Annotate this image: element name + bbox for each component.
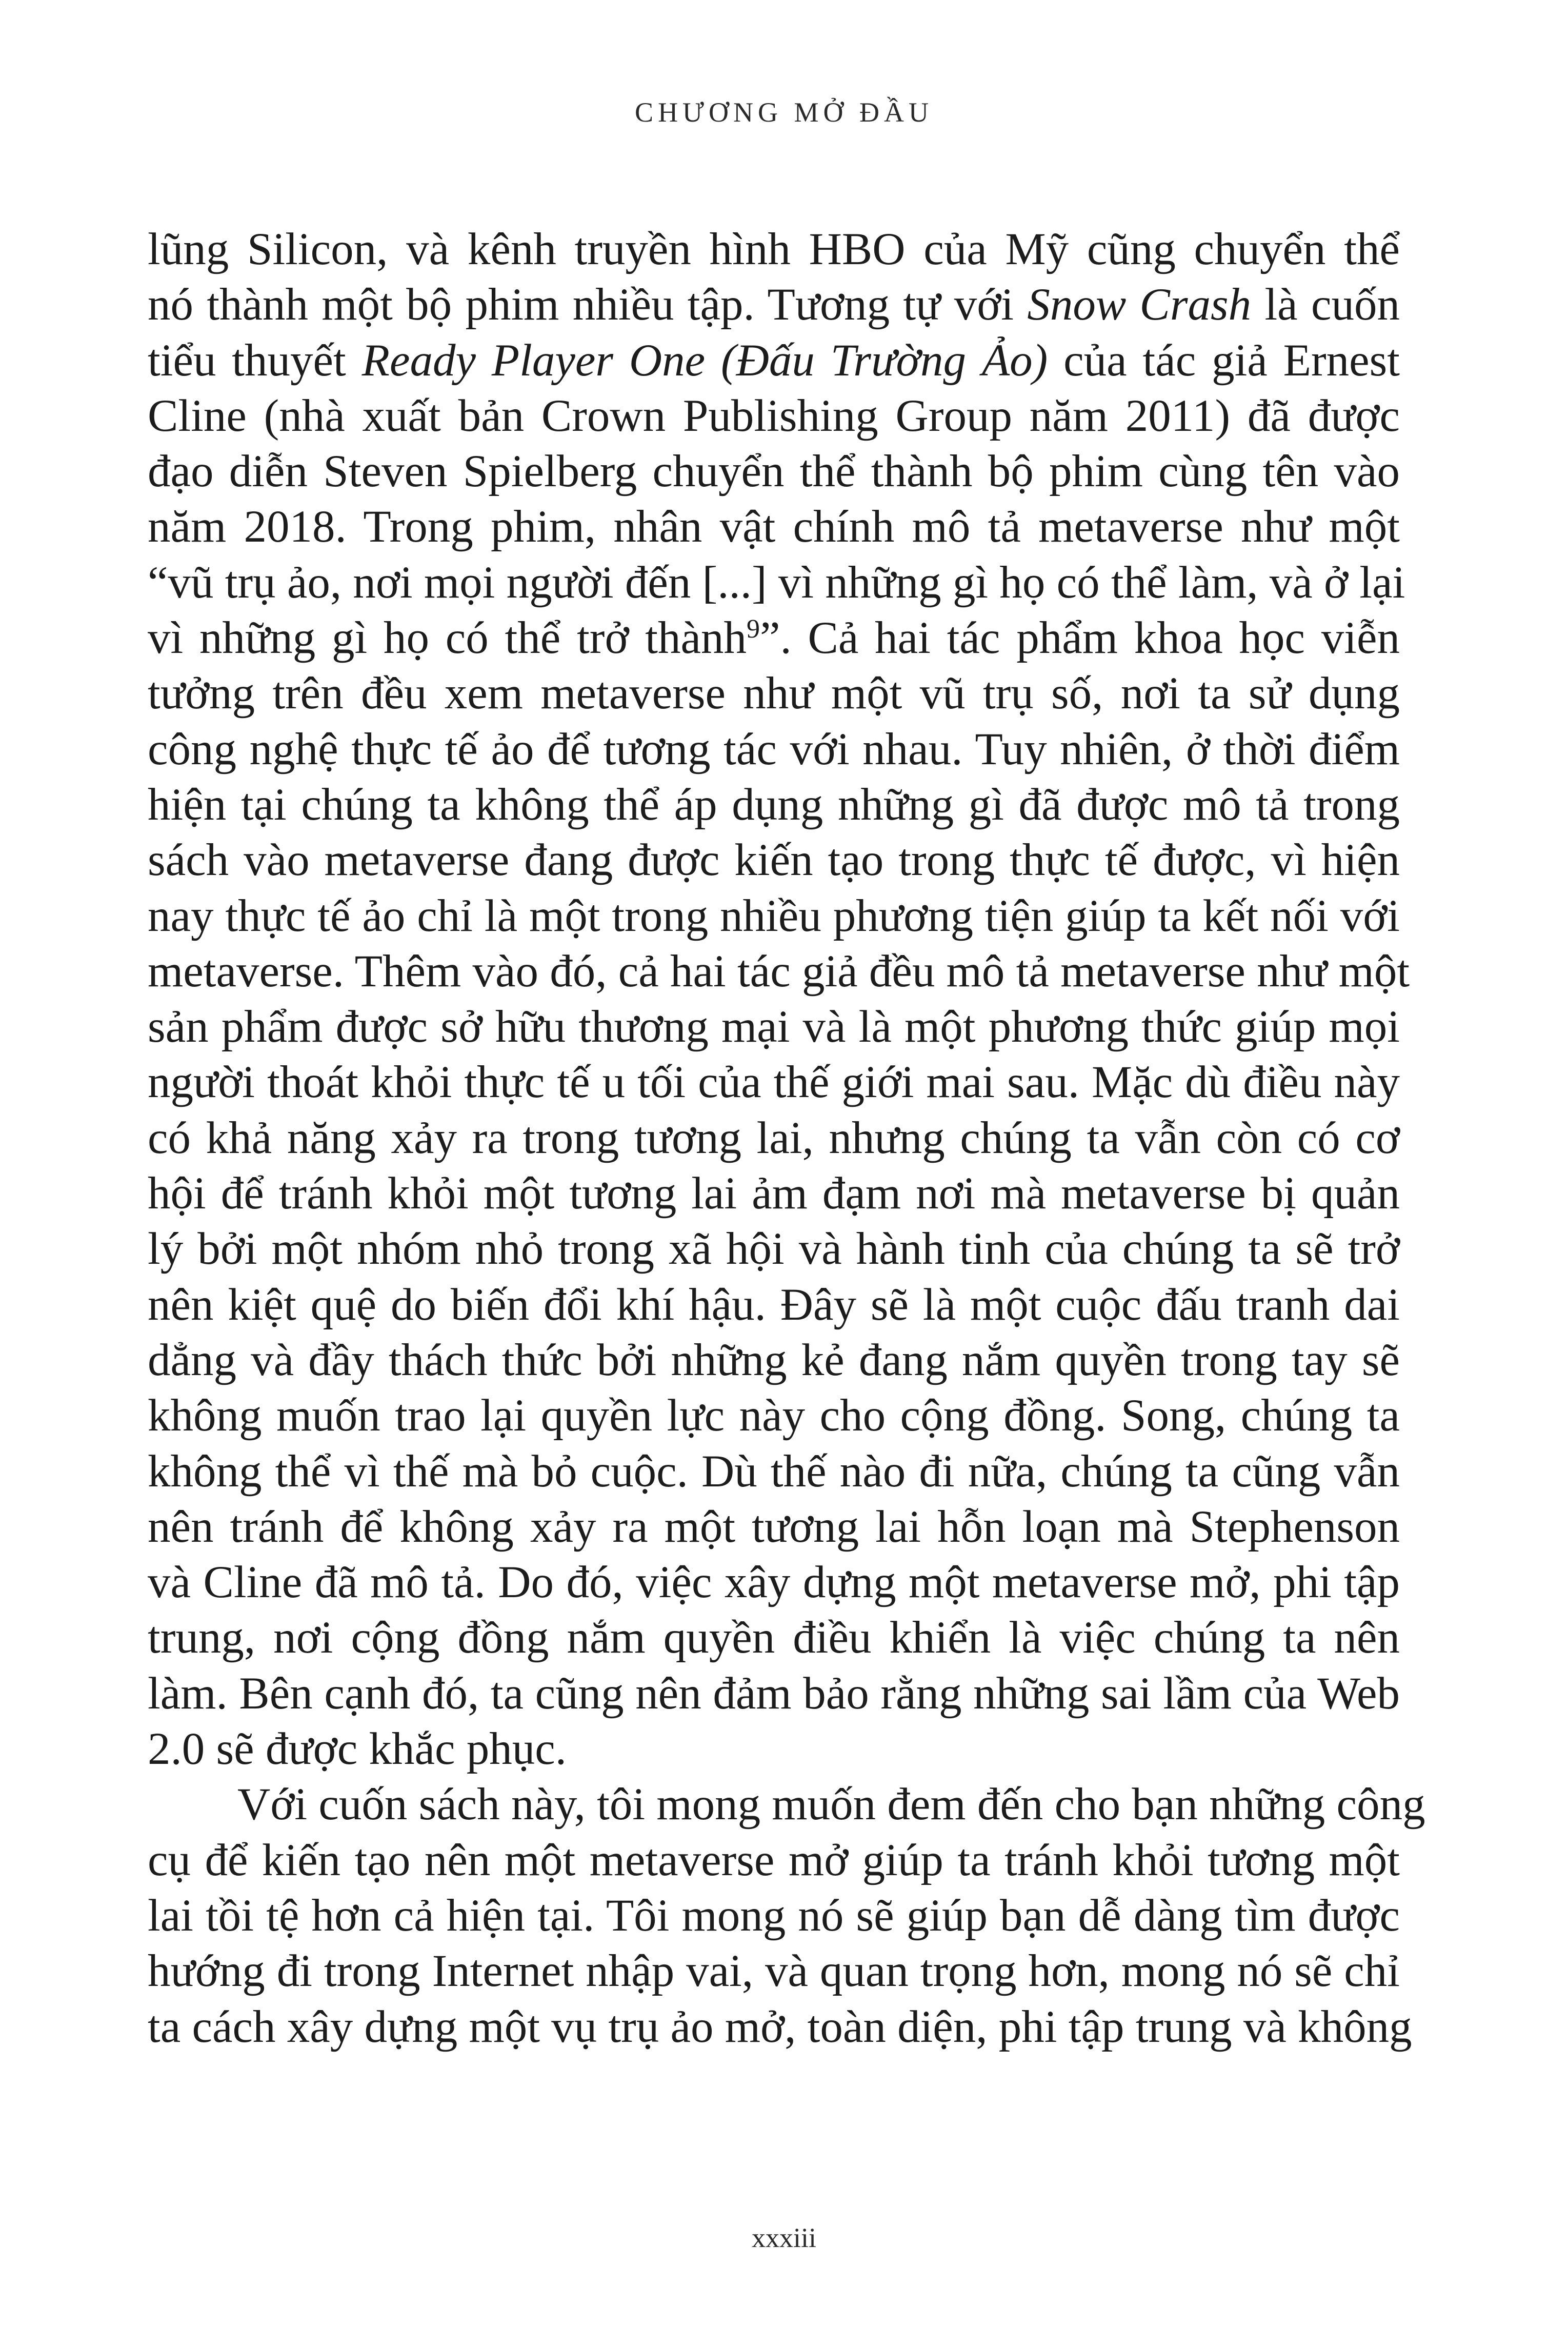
text-line: tưởng trên đều xem metaverse như một vũ trụ số, nơi ta sử dụng — [148, 668, 1400, 719]
text-line: hiện tại chúng ta không thể áp dụng những gì đã được mô tả trong — [148, 779, 1400, 830]
text-line — [148, 610, 1400, 666]
text-line: metaverse. Thêm vào đó, cả hai tác giả đều mô tả metaverse như một — [148, 946, 1410, 997]
text-run: là cuốn — [1251, 280, 1400, 330]
text-line — [148, 333, 1400, 388]
text-line: Với cuốn sách này, tôi mong muốn đem đến cho bạn những công — [237, 1779, 1425, 1830]
text-line: 2.0 sẽ được khắc phục. — [148, 1724, 567, 1775]
text-run: nó thành một bộ phim nhiều tập. Tương tự với — [148, 280, 1028, 330]
footnote-marker[interactable]: 9 — [747, 614, 760, 644]
text-line: sản phẩm được sở hữu thương mại và là một phương thức giúp mọi — [148, 1002, 1400, 1052]
text-line: cụ để kiến tạo nên một metaverse mở giúp ta tránh khỏi tương một — [148, 1835, 1400, 1885]
text-line — [148, 277, 1400, 332]
text-line: có khả năng xảy ra trong tương lai, nhưng chúng ta vẫn còn có cơ — [148, 1112, 1400, 1163]
text-line: công nghệ thực tế ảo để tương tác với nhau. Tuy nhiên, ở thời điểm — [148, 724, 1400, 774]
paragraph — [148, 1777, 1425, 2054]
text-line: Cline (nhà xuất bản Crown Publishing Group năm 2011) đã được — [148, 390, 1400, 441]
book-title-italic: Snow Crash — [1027, 280, 1252, 330]
text-line: lũng Silicon, và kênh truyền hình HBO của Mỹ cũng chuyển thể — [148, 224, 1400, 274]
text-line: sách vào metaverse đang được kiến tạo trong thực tế được, vì hiện — [148, 835, 1400, 886]
text-run: của tác giả Ernest — [1048, 335, 1400, 386]
text-line: lý bởi một nhóm nhỏ trong xã hội và hành tinh của chúng ta sẽ trở — [148, 1224, 1400, 1275]
text-line: không muốn trao lại quyền lực này cho cộng đồng. Song, chúng ta — [148, 1390, 1400, 1441]
text-line: dẳng và đầy thách thức bởi những kẻ đang nắm quyền trong tay sẽ — [148, 1335, 1400, 1385]
text-run: vì những gì họ có thể trở thành — [148, 613, 747, 664]
text-line: hướng đi trong Internet nhập vai, và quan trọng hơn, mong nó sẽ chỉ — [148, 1946, 1400, 1997]
text-line: làm. Bên cạnh đó, ta cũng nên đảm bảo rằng những sai lầm của Web — [148, 1668, 1400, 1719]
paragraph — [148, 222, 1410, 1777]
text-line: và Cline đã mô tả. Do đó, việc xây dựng một metaverse mở, phi tập — [148, 1557, 1400, 1608]
book-title-italic: Ready Player One (Đấu Trường Ảo) — [361, 335, 1048, 386]
page-number: xxxiii — [751, 2222, 816, 2253]
text-line: người thoát khỏi thực tế u tối của thế giới mai sau. Mặc dù điều này — [148, 1057, 1400, 1108]
text-line: trung, nơi cộng đồng nắm quyền điều khiển là việc chúng ta nên — [148, 1613, 1400, 1663]
text-line: đạo diễn Steven Spielberg chuyển thể thành bộ phim cùng tên vào — [148, 446, 1400, 497]
text-line: “vũ trụ ảo, nơi mọi người đến [...] vì những gì họ có thể làm, và ở lại — [148, 557, 1405, 608]
text-line: năm 2018. Trong phim, nhân vật chính mô tả metaverse như một — [148, 502, 1400, 552]
text-line: ta cách xây dựng một vụ trụ ảo mở, toàn diện, phi tập trung và không — [148, 2001, 1412, 2052]
text-run: ”. Cả hai tác phẩm khoa học viễn — [760, 613, 1400, 664]
text-line: không thể vì thế mà bỏ cuộc. Dù thế nào đi nữa, chúng ta cũng vẫn — [148, 1446, 1400, 1497]
text-line: nên tránh để không xảy ra một tương lai hỗn loạn mà Stephenson — [148, 1501, 1400, 1552]
text-line: hội để tránh khỏi một tương lai ảm đạm nơi mà metaverse bị quản — [148, 1168, 1400, 1219]
text-run: tiểu thuyết — [148, 335, 362, 386]
text-line: lai tồi tệ hơn cả hiện tại. Tôi mong nó sẽ giúp bạn dễ dàng tìm được — [148, 1890, 1400, 1941]
running-head: CHƯƠNG MỞ ĐẦU — [635, 97, 933, 128]
text-line: nên kiệt quệ do biến đổi khí hậu. Đây sẽ là một cuộc đấu tranh dai — [148, 1279, 1400, 1330]
body-text — [148, 222, 1425, 2055]
text-line: nay thực tế ảo chỉ là một trong nhiều phương tiện giúp ta kết nối với — [148, 890, 1400, 941]
